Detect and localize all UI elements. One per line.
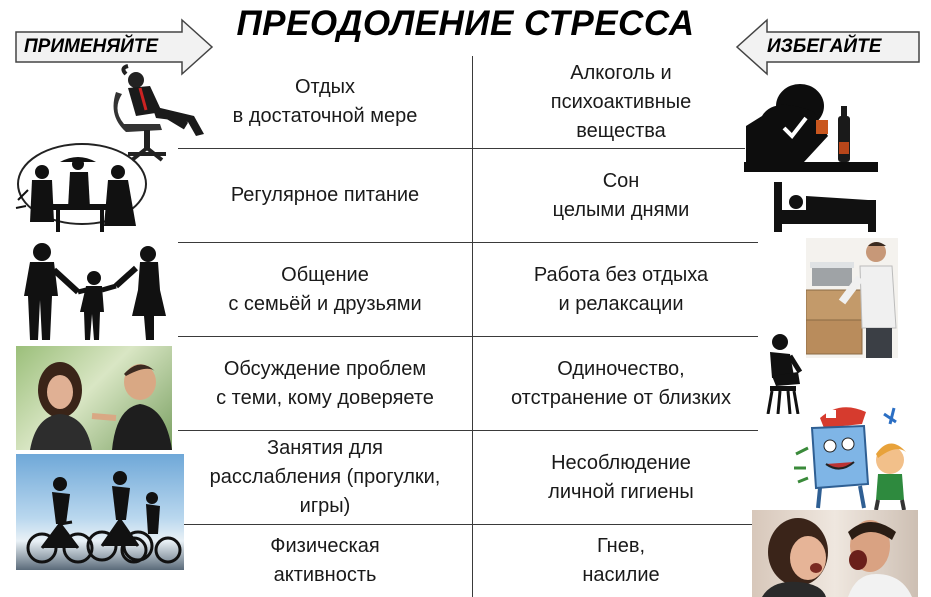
page-title: ПРЕОДОЛЕНИЕ СТРЕССА	[236, 4, 695, 43]
cyclists-sunset-photo	[16, 454, 184, 570]
avoid-item: Несоблюдение личной гигиены	[548, 451, 694, 503]
apply-item: Общение с семьёй и друзьями	[228, 263, 422, 315]
dirty-cartoon-icon	[790, 398, 914, 512]
apply-item: Занятия для расслабления (прогулки, игры)	[209, 437, 441, 517]
apply-item: Отдых в достаточной мере	[232, 76, 418, 127]
apply-label: ПРИМЕНЯЙТЕ	[24, 36, 159, 57]
person-in-bed-icon	[772, 180, 878, 234]
dinner-party-icon	[14, 142, 150, 238]
overworked-man-photo	[806, 238, 898, 358]
drinking-person-icon	[744, 76, 878, 172]
family-holding-hands-icon	[16, 240, 172, 342]
conversation-photo	[16, 346, 172, 450]
angry-couple-photo	[752, 510, 918, 597]
apply-item: Обсуждение проблем с теми, кому доверяете	[216, 357, 434, 409]
avoid-label: ИЗБЕГАЙТЕ	[767, 36, 882, 57]
avoid-item: Гнев, насилие	[582, 535, 660, 586]
avoid-item: Одиночество, отстранение от близких	[511, 357, 731, 409]
avoid-item: Сон целыми днями	[552, 169, 690, 221]
avoid-item: Алкоголь и психоактивные вещества	[550, 61, 692, 142]
apply-item: Физическая активность	[270, 535, 380, 586]
apply-item: Регулярное питание	[230, 184, 420, 206]
avoid-item: Работа без отдыха и релаксации	[533, 263, 709, 315]
